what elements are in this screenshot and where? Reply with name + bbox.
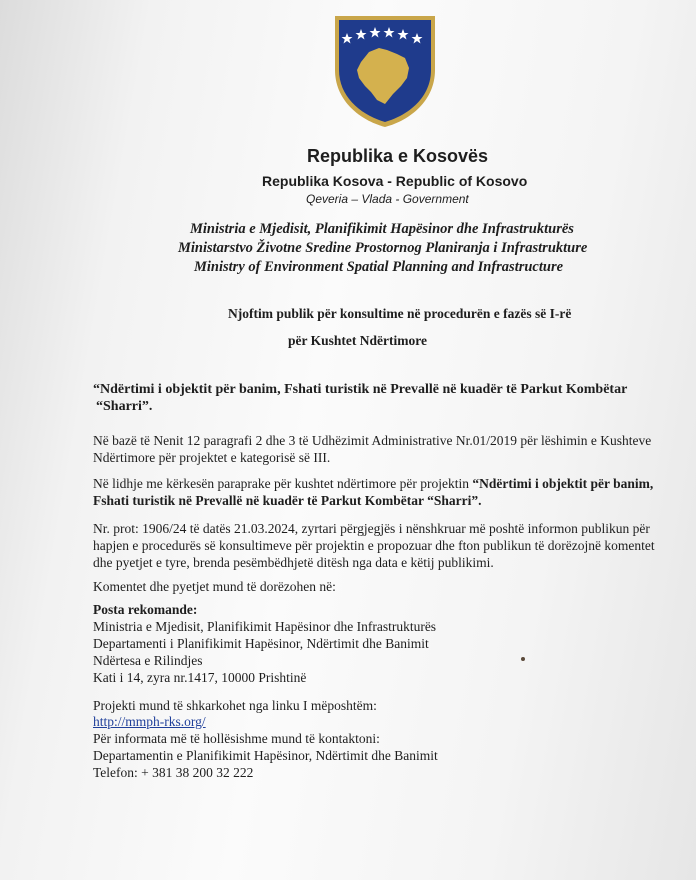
announcement-line3: dhe pyetjet e tyre, brenda pesëmbëdhjetë ditësh nga data e këtij publikimi. <box>93 555 494 570</box>
ministry-name-sq: Ministria e Mjedisit, Planifikimit Hapësinor dhe Infrastrukturës <box>190 221 574 237</box>
post-line1: Ministria e Mjedisit, Planifikimit Hapësinor dhe Infrastrukturës <box>93 619 437 634</box>
comments-text: Komentet dhe pyetjet mund të dorëzohen në: <box>93 579 336 594</box>
paper-speck <box>521 657 525 661</box>
download-link[interactable]: http://mmph-rks.org/ <box>93 714 206 729</box>
download-text: Projekti mund të shkarkohet nga linku I mëposhtëm: <box>93 698 377 713</box>
government-label: Qeveria – Vlada - Government <box>306 192 469 206</box>
post-heading: Posta rekomande: <box>93 602 198 617</box>
country-name: Republika e Kosovës <box>307 146 489 166</box>
notice-title: Njoftim publik për konsultime në procedurën e fazës së I-rë <box>228 306 572 321</box>
contact-phone: Telefon: + 381 38 200 32 222 <box>93 765 254 780</box>
request-line1-bold: “Ndërtimi i objektit për banim, <box>472 476 654 491</box>
notice-subtitle: për Kushtet Ndërtimore <box>288 333 427 348</box>
ministry-name-en: Ministry of Environment Spatial Planning and Infrastructure <box>194 259 564 275</box>
kosovo-coat-of-arms-icon <box>331 12 439 130</box>
contact-intro: Për informata më të hollësishme mund të kontaktoni: <box>93 731 380 746</box>
announcement-line1: Nr. prot: 1906/24 të datës 21.03.2024, zyrtari përgjegjës i nënshkruar më poshtë informon publikun për <box>93 521 650 536</box>
contact-department: Departamentin e Planifikimit Hapësinor, Ndërtimit dhe Banimit <box>93 748 438 763</box>
post-line2: Departamenti i Planifikimit Hapësinor, Ndërtimit dhe Banimit <box>93 636 429 651</box>
legal-basis-line1: Në bazë të Nenit 12 paragrafi 2 dhe 3 të Udhëzimit Administrative Nr.01/2019 për lëshimin e Kushteve <box>93 433 652 448</box>
country-name-alt: Republika Kosova - Republic of Kosovo <box>262 173 528 189</box>
ministry-name-sr: Ministarstvo Životne Sredine Prostornog Planiranja i Infrastrukture <box>178 240 588 256</box>
project-title-line2: “Sharri”. <box>96 399 153 414</box>
request-line1-prefix: Në lidhje me kërkesën paraprake për kushtet ndërtimore për projektin <box>93 476 473 491</box>
post-line3: Ndërtesa e Rilindjes <box>93 653 203 668</box>
announcement-line2: hapjen e procedurës së konsultimeve për projektin e propozuar dhe fton publikun të dorëzojnë komentet <box>93 538 655 553</box>
post-line4: Kati i 14, zyra nr.1417, 10000 Prishtinë <box>93 670 307 685</box>
request-line2: Fshati turistik në Prevallë në kuadër të Parkut Kombëtar “Sharri”. <box>93 493 482 508</box>
legal-basis-line2: Ndërtimore për projektet e kategorisë së III. <box>93 450 331 465</box>
project-title-line1: “Ndërtimi i objektit për banim, Fshati turistik në Prevallë në kuadër të Parkut Kombëtar <box>93 382 628 397</box>
request-line1 <box>93 475 653 492</box>
